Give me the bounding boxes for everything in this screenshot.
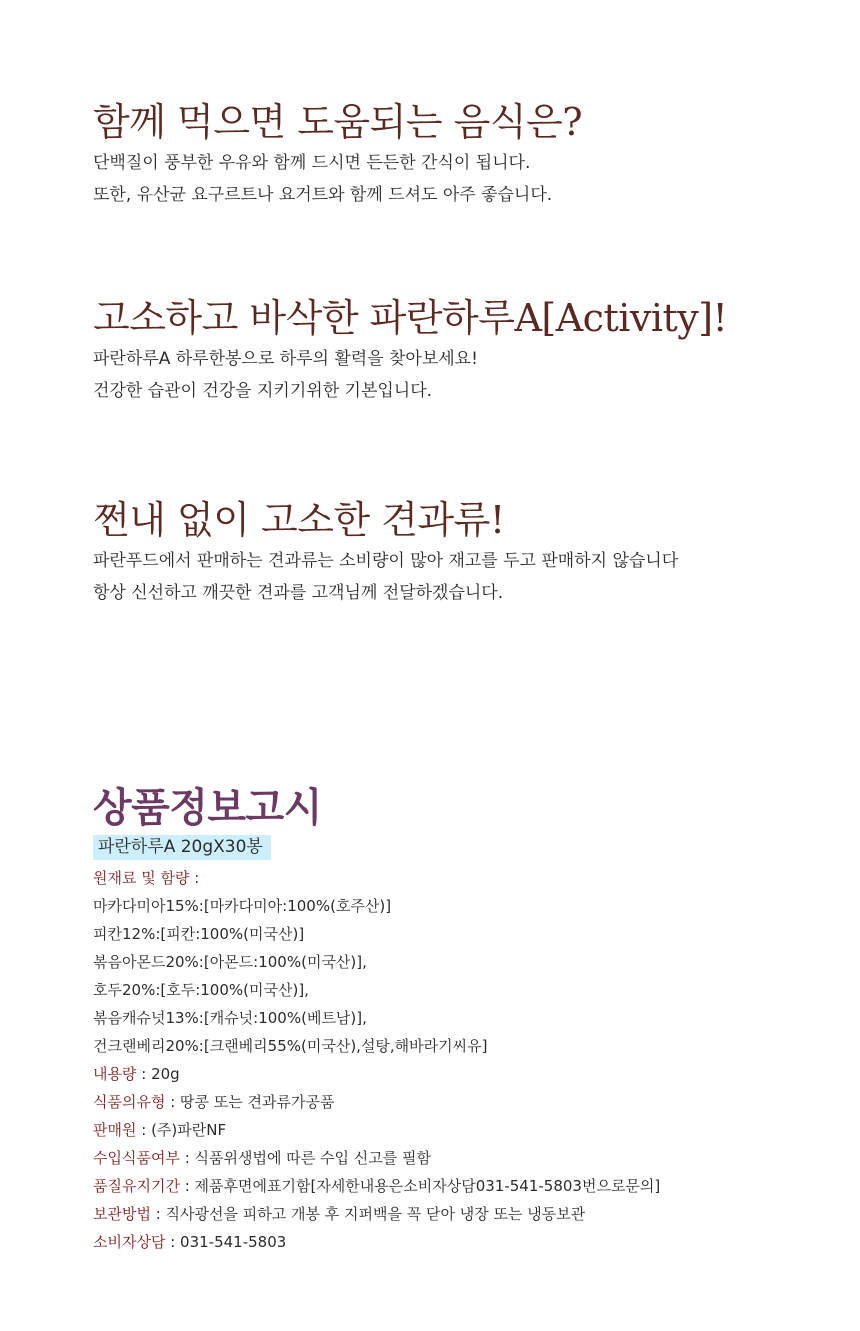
detail-value: : 031-541-5803 — [165, 1233, 287, 1251]
ingredients-label: 원재료 및 함량 : — [93, 869, 200, 887]
ingredient-line: 마카다미아15%:[마카다미아:100%(호주산)] — [93, 897, 392, 915]
detail-value: : 식품위생법에 따른 수입 신고를 필함 — [179, 1149, 431, 1167]
ingredient-line: 건크랜베리20%:[크랜베리55%(미국산),설탕,해바라기씨유] — [93, 1037, 488, 1055]
detail-label: 소비자상담 — [93, 1233, 166, 1251]
ingredient-line: 호두20%:[호두:100%(미국산)], — [93, 981, 309, 999]
detail-label: 식품의유형 — [93, 1093, 166, 1111]
info-list — [93, 864, 833, 1256]
detail-storage — [93, 1200, 833, 1228]
ingredient-line: 피칸12%:[피칸:100%(미국산)] — [93, 925, 305, 943]
section-text-line: 파란하루A 하루한봉으로 하루의 활력을 찾아보세요! — [93, 349, 478, 369]
ingredient-line: 볶음캐슈넛13%:[캐슈넛:100%(베트남)], — [93, 1009, 367, 1027]
section-activity — [93, 295, 833, 407]
ingredient-line: 볶음아몬드20%:[아몬드:100%(미국산)], — [93, 953, 367, 971]
detail-value: : (주)파란NF — [136, 1121, 227, 1139]
section-text-line: 단백질이 풍부한 우유와 함께 드시면 든든한 간식이 됩니다. — [93, 153, 531, 173]
section-text-line: 건강한 습관이 건강을 지키기위한 기본입니다. — [93, 381, 433, 401]
section-text-line: 파란푸드에서 판매하는 견과류는 소비량이 많아 재고를 두고 판매하지 않습니다 — [93, 551, 679, 571]
detail-value: : 땅콩 또는 견과류가공품 — [165, 1093, 335, 1111]
notice-title: 상품정보고시 — [93, 784, 322, 831]
detail-value: : 제품후면에표기함[자세한내용은소비자상담031-541-5803번으로문의] — [179, 1177, 661, 1195]
section-text-line: 또한, 유산균 요구르트나 요거트와 함께 드셔도 아주 좋습니다. — [93, 185, 553, 205]
detail-net-content — [93, 1060, 833, 1088]
section-freshness — [93, 497, 833, 609]
detail-label: 품질유지기간 — [93, 1177, 180, 1195]
detail-shelf-life — [93, 1172, 833, 1200]
detail-food-type — [93, 1088, 833, 1116]
section-heading: 쩐내 없이 고소한 견과류! — [93, 498, 505, 542]
section-heading: 함께 먹으면 도움되는 음식은? — [93, 100, 583, 144]
detail-label: 수입식품여부 — [93, 1149, 180, 1167]
detail-import — [93, 1144, 833, 1172]
product-name-badge: 파란하루A 20gX30봉 — [93, 835, 271, 860]
detail-value: : 직사광선을 피하고 개봉 후 지퍼백을 꼭 닫아 냉장 또는 냉동보관 — [150, 1205, 586, 1223]
detail-label: 판매원 — [93, 1121, 137, 1139]
detail-label: 내용량 — [93, 1065, 137, 1083]
detail-seller — [93, 1116, 833, 1144]
section-food-pairing — [93, 99, 833, 211]
detail-customer-service — [93, 1228, 833, 1256]
detail-label: 보관방법 — [93, 1205, 151, 1223]
detail-value: : 20g — [136, 1065, 180, 1083]
section-text-line: 항상 신선하고 깨끗한 견과를 고객님께 전달하겠습니다. — [93, 583, 504, 603]
product-info-notice — [93, 783, 833, 1256]
section-heading: 고소하고 바삭한 파란하루A[Activity]! — [93, 296, 728, 340]
